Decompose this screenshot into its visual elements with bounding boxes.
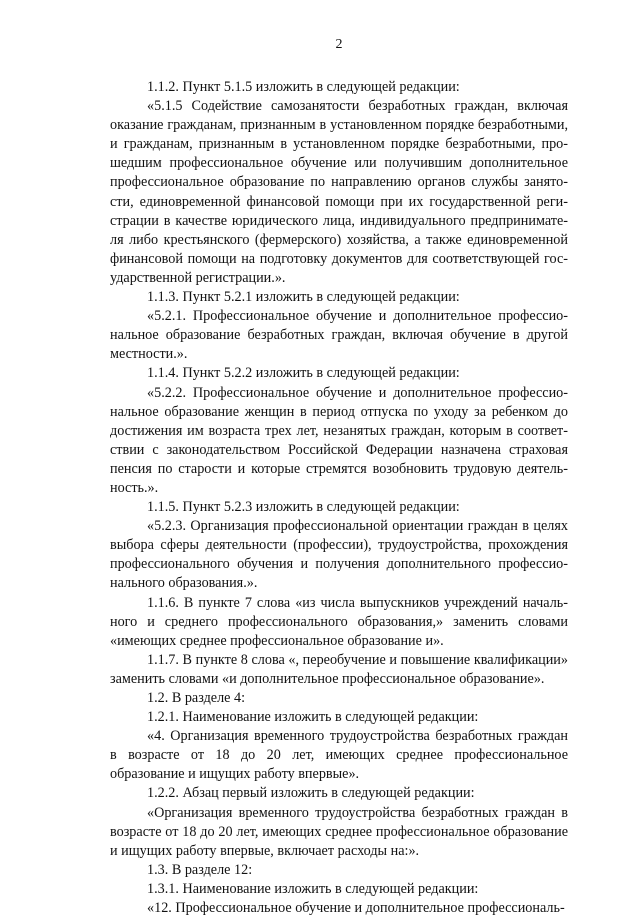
- page-number: 2: [335, 37, 343, 52]
- paragraph-clause-1-2-1: 1.2.1. Наименование изложить в следующей редакции:: [147, 709, 479, 726]
- paragraph-clause-1-1-6: 1.1.6. В пункте 7 слова «из числа выпускников учреждений начального и среднего профессионального образования,» заменить словами «имеющих среднее профессиональное образование и».: [110, 594, 568, 649]
- paragraph-quote-5-2-3: «5.2.3. Организация профессиональной ориентации граждан в целях выбора сферы деятельности (профессии), трудоустройства, прохождения профессионального обучения и получения дополнительного профессионального образования.».: [110, 518, 568, 592]
- paragraph-clause-1-2-2: 1.2.2. Абзац первый изложить в следующей редакции:: [147, 785, 475, 802]
- paragraph-clause-1-1-3: 1.1.3. Пункт 5.2.1 изложить в следующей редакции:: [147, 289, 460, 306]
- paragraph-quote-5-2-1: «5.2.1. Профессиональное обучение и дополнительное профессиональное образование безработных граждан, включая обучение в другой местности.».: [110, 308, 568, 363]
- document-body: [110, 78, 568, 918]
- paragraph-clause-1-2: 1.2. В разделе 4:: [147, 690, 246, 706]
- paragraph-quote-5-1-5: «5.1.5 Содействие самозанятости безработных граждан, включая оказание гражданам, признанным в установленном порядке безработными, и гражданам, признанным в установленном порядке безработными, прошедшим профессиональное обучение или получившим дополнительное профессиональное образование по направлению органов службы занятости, единовременной финансовой помощи при их государственной регистрации в качестве юридического лица, индивидуального предпринимателя либо крестьянского (фермерского) хозяйства, а также единовременной финансовой помощи на подготовку документов для соответствующей государственной регистрации.».: [110, 98, 568, 286]
- paragraph-clause-1-1-2: 1.1.2. Пункт 5.1.5 изложить в следующей редакции:: [147, 79, 460, 95]
- paragraph-clause-1-1-5: 1.1.5. Пункт 5.2.3 изложить в следующей редакции:: [147, 499, 460, 516]
- paragraph-quote-section-4-first-abzac: «Организация временного трудоустройства безработных граждан в возрасте от 18 до 20 лет, имеющих среднее профессиональное образование и ищущих работу впервые, включает расходы на:».: [110, 804, 568, 859]
- paragraph-quote-5-2-2: «5.2.2. Профессиональное обучение и дополнительное профессиональное образование женщин в период отпуска по уходу за ребенком до достижения им возраста трех лет, незанятых граждан, которым в соответствии с законодательством Российской Федерации назначена страховая пенсия по старости и которые стремятся возобновить трудовую деятельность.».: [110, 384, 568, 496]
- paragraph-quote-section-4-title: «4. Организация временного трудоустройства безработных граждан в возрасте от 18 до 20 лет, имеющих среднее профессиональное образование и ищущих работу впервые».: [110, 728, 568, 783]
- paragraph-quote-section-12-title: «12. Профессиональное обучение и дополнительное профессиональ-: [147, 900, 565, 917]
- paragraph-clause-1-3-1: 1.3.1. Наименование изложить в следующей редакции:: [147, 880, 479, 897]
- paragraph-clause-1-3: 1.3. В разделе 12:: [147, 861, 253, 878]
- paragraph-clause-1-1-4: 1.1.4. Пункт 5.2.2 изложить в следующей редакции:: [147, 365, 460, 382]
- paragraph-clause-1-1-7: 1.1.7. В пункте 8 слова «, переобучение и повышение квалификации» заменить словами «и дополнительное профессиональное образование».: [110, 651, 568, 687]
